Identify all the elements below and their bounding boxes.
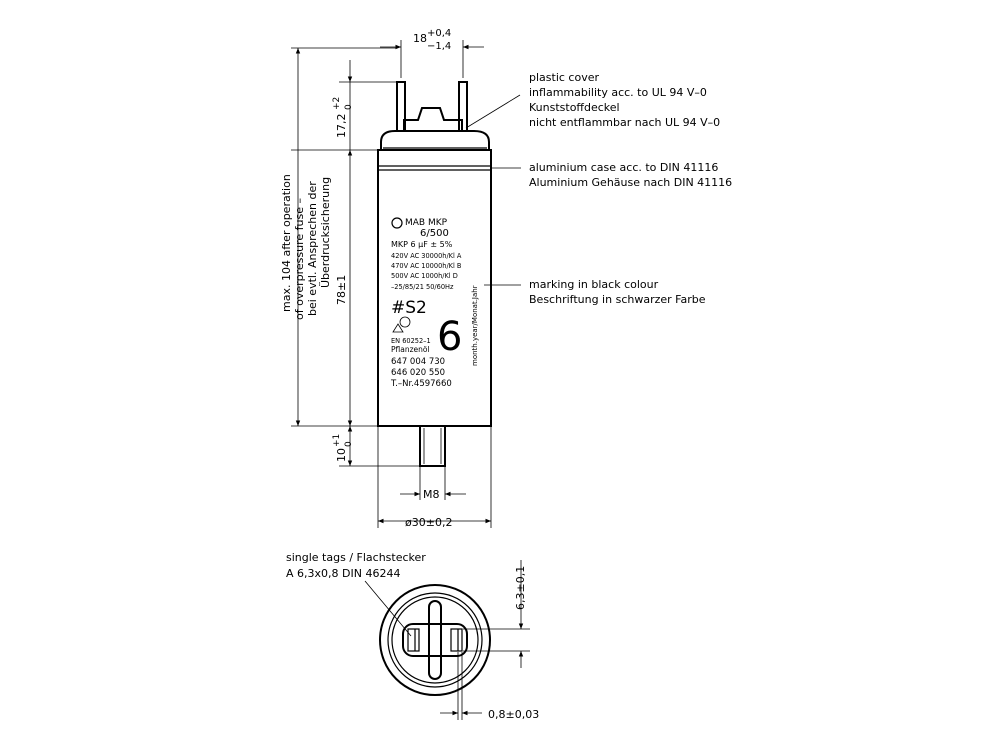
max-length-line4: Überdrucksicherung xyxy=(319,176,332,288)
plastic-cover xyxy=(381,131,489,150)
top-ring-3 xyxy=(392,597,478,683)
label-standard: EN 60252–1 xyxy=(391,337,431,345)
tag-spacing-base: 18 xyxy=(413,32,427,45)
label-brand: MAB MKP xyxy=(405,218,448,228)
label-code2: 646 020 550 xyxy=(391,368,446,378)
single-tags-text-1: single tags / Flachstecker xyxy=(286,551,426,564)
tag-height-tol-minus: 0 xyxy=(344,104,354,110)
top-tag-left xyxy=(408,629,419,651)
plastic-cover-text-4: nicht entflammbar nach UL 94 V–0 xyxy=(529,116,721,129)
top-tag-right xyxy=(451,629,462,651)
label-line4: –25/85/21 50/60Hz xyxy=(391,283,454,291)
aluminium-case-text-2: Aluminium Gehäuse nach DIN 41116 xyxy=(529,176,733,189)
label-rating: 6/500 xyxy=(420,228,449,239)
stud-length-base: 10 xyxy=(335,448,348,462)
label-safety: #S2 xyxy=(391,298,427,318)
label-line2: 470V AC 10000h/Kl B xyxy=(391,262,462,270)
label-line3: 500V AC 1000h/Kl D xyxy=(391,272,458,280)
tag-spacing-tol-minus: −1,4 xyxy=(427,41,452,52)
tag-width-label: 6,3±0,1 xyxy=(514,565,527,610)
label-type: MKP 6 µF ± 5% xyxy=(391,240,453,249)
tag-height-base: 17,2 xyxy=(335,113,348,138)
label-part-number: T.–Nr.4597660 xyxy=(391,379,452,389)
plastic-cover-text-1: plastic cover xyxy=(529,71,600,84)
capacitor-side-view xyxy=(378,82,491,466)
tag-height-tol-plus: +2 xyxy=(332,96,342,110)
label-big-digit: 6 xyxy=(437,314,463,360)
brand-logo-icon xyxy=(392,218,402,228)
tag-thickness-label: 0,8±0,03 xyxy=(488,708,540,721)
marking-text-2: Beschriftung in schwarzer Farbe xyxy=(529,293,706,306)
marking-text-1: marking in black colour xyxy=(529,278,659,291)
label-line1: 420V AC 30000h/Kl A xyxy=(391,252,462,260)
body-length-label: 78±1 xyxy=(335,274,348,305)
stud-length-tol-plus: +1 xyxy=(332,433,342,447)
thread-label: M8 xyxy=(423,488,440,501)
plastic-cover-text-3: Kunststoffdeckel xyxy=(529,101,620,114)
terminal-base xyxy=(404,108,462,131)
top-center-rib xyxy=(429,601,441,679)
plastic-cover-leader xyxy=(466,95,520,128)
max-length-line2: of overpressure fuse – xyxy=(293,198,306,320)
callouts xyxy=(286,71,732,636)
plastic-cover-text-2: inflammability acc. to UL 94 V–0 xyxy=(529,86,707,99)
max-length-line1: max. 104 after operation xyxy=(280,174,293,312)
aluminium-case-text-1: aluminium case acc. to DIN 41116 xyxy=(529,161,719,174)
tag-spacing-tol-plus: +0,4 xyxy=(427,28,452,39)
label-date-text: month.year/Monat.Jahr xyxy=(471,285,479,366)
single-tags-text-2: A 6,3x0,8 DIN 46244 xyxy=(286,567,401,580)
max-length-line3: bei evtl. Ansprechen der xyxy=(306,181,319,316)
label-oil: Pflanzenöl xyxy=(391,345,430,354)
capacitor-top-view xyxy=(380,560,539,721)
diameter-label: ø30±0,2 xyxy=(405,516,453,529)
stud-length-tol-minus: 0 xyxy=(344,441,354,447)
approval-marks-icon xyxy=(393,317,410,332)
label-code1: 647 004 730 xyxy=(391,357,446,367)
case-label xyxy=(390,218,479,389)
